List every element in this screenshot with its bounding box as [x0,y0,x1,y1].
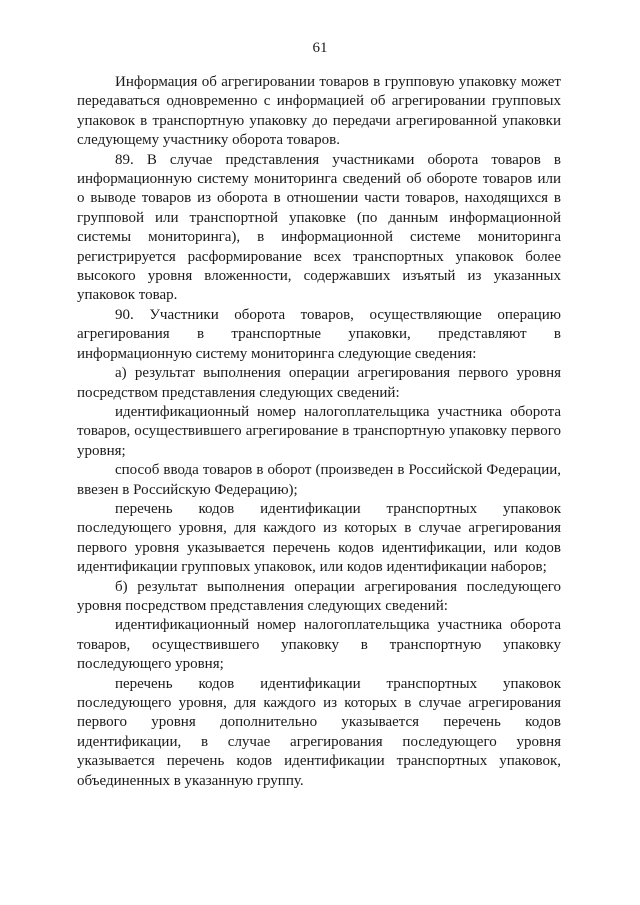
paragraph-90-a-inn: идентификационный номер налогоплательщика участника оборота товаров, осуществившего агрегирование в транспортную упаковку первого уровня; [77,403,561,459]
paragraph-90: 90. Участники оборота товаров, осуществляющие операцию агрегирования в транспортные упаковки, представляют в информационную систему мониторинга следующие сведения: [77,306,561,362]
paragraph-89: 89. В случае представления участниками оборота товаров в информационную систему мониторинга сведений об обороте товаров или о выводе товаров из оборота в отношении части товаров, находящихся в групповой или транспортной упаковке (по данным информационной системы мониторинга), в информационной системе мониторинга регистрируется расформирование всех транспортных упаковок более высокого уровня вложенности, содержавших изъятый из указанных упаковок товар. [77,151,561,304]
paragraph-90-a: а) результат выполнения операции агрегирования первого уровня посредством представления следующих сведений: [77,365,561,401]
paragraph-90-a-codes: перечень кодов идентификации транспортных упаковок последующего уровня, для каждого из которых в случае агрегирования первого уровня указывается перечень кодов идентификации, или кодов идентификации групповых упаковок, или кодов идентификации наборов; [77,500,561,576]
page-number: 61 [312,40,328,56]
paragraph-90-b-inn: идентификационный номер налогоплательщика участника оборота товаров, осуществившего упаковку в транспортную упаковку последующего уровня; [77,617,561,673]
paragraph-90-b-codes: перечень кодов идентификации транспортных упаковок последующего уровня, для каждого из которых в случае агрегирования первого уровня дополнительно указывается перечень кодов идентификации, в случае агрегирования последующего уровня указывается перечень кодов идентификации транспортных упаковок, объединенных в указанную группу. [77,675,561,789]
document-body [77,73,561,791]
paragraph-90-a-method: способ ввода товаров в оборот (произведен в Российской Федерации, ввезен в Российскую Федерацию); [77,462,561,498]
paragraph-90-b: б) результат выполнения операции агрегирования последующего уровня посредством представления следующих сведений: [77,578,561,614]
paragraph-aggregation-info: Информация об агрегировании товаров в групповую упаковку может передаваться одновременно с информацией об агрегировании групповых упаковок в транспортную упаковку до передачи агрегированной упаковки следующему участнику оборота товаров. [77,74,561,149]
